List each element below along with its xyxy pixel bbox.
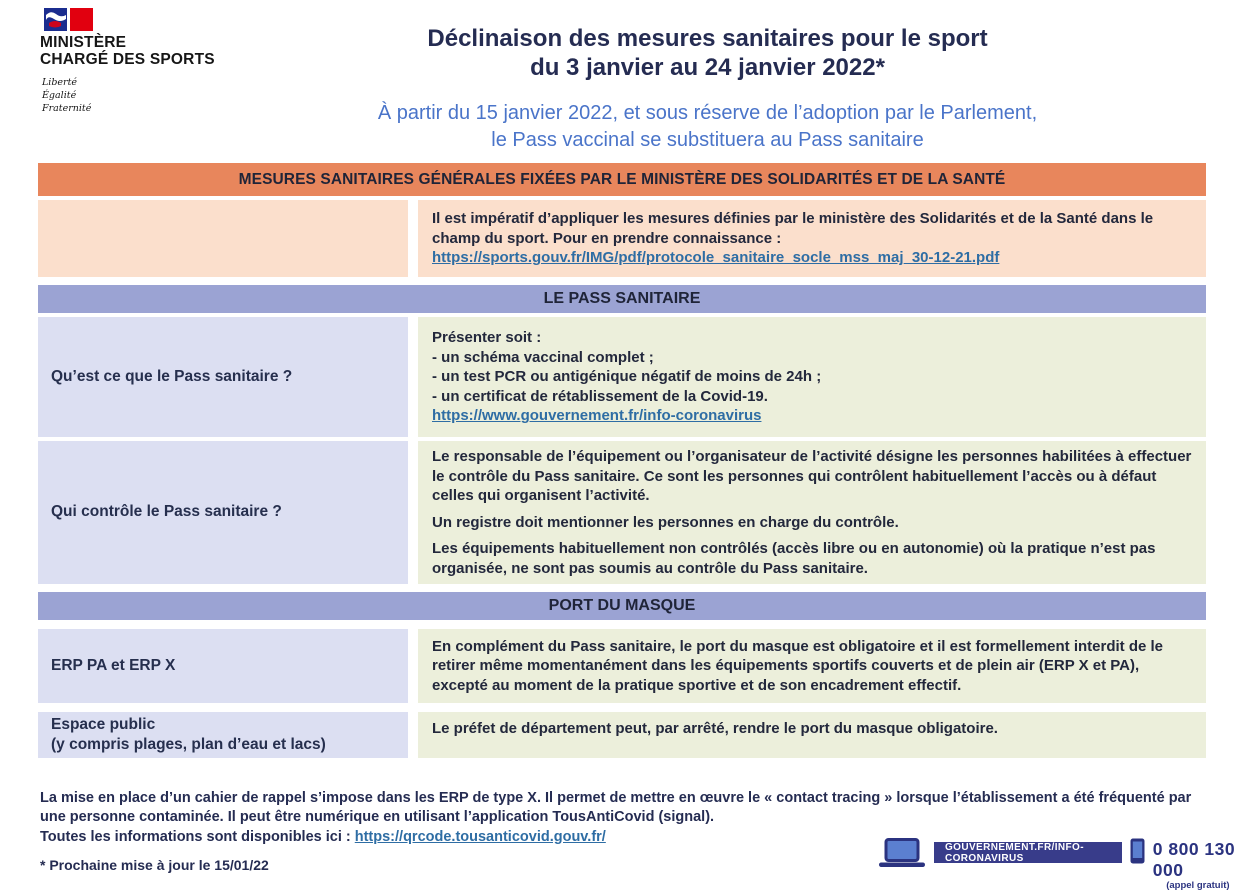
public-space-mask-content xyxy=(418,712,1206,758)
measures-table xyxy=(38,163,1206,758)
pass-control-paragraph-3: Les équipements habituellement non contrôlés (accès libre ou en autonomie) où la pratique n’est pas organisée, ne sont pas soumis au contrôle du Pass sanitaire. xyxy=(432,540,1156,577)
erp-mask-content xyxy=(418,629,1206,703)
public-space-mask-row xyxy=(38,712,1206,758)
gouvernement-info-banner[interactable]: GOUVERNEMENT.FR/INFO-CORONAVIRUS xyxy=(934,842,1122,863)
general-measures-text: Il est impératif d’appliquer les mesures définies par le ministère des Solidarités et de la Santé dans le champ du sport. Pour en prendre connaissance : xyxy=(432,210,1154,247)
pass-control-paragraph-2: Un registre doit mentionner les personnes en charge du contrôle. xyxy=(432,513,899,531)
erp-mask-row xyxy=(38,629,1206,703)
public-space-label-line1: Espace public xyxy=(51,715,156,733)
section-band-mesures-generales: MESURES SANITAIRES GÉNÉRALES FIXÉES PAR LE MINISTÈRE DES SOLIDARITÉS ET DE LA SANTÉ xyxy=(38,163,1206,196)
motto-egalite: Égalité xyxy=(42,90,77,102)
ministry-name-line2: CHARGÉ DES SPORTS xyxy=(40,51,215,69)
protocole-sanitaire-pdf-link[interactable]: https://sports.gouv.fr/IMG/pdf/protocole_sanitaire_socle_mss_maj_30-12-21.pdf xyxy=(432,249,1000,267)
general-measures-row xyxy=(38,200,1206,277)
pass-control-content xyxy=(418,441,1206,584)
next-update-note: * Prochaine mise à jour le 15/01/22 xyxy=(40,856,269,873)
laptop-icon xyxy=(878,838,926,868)
general-measures-empty-cell xyxy=(38,200,408,277)
pass-definition-line4: - un certificat de rétablissement de la Covid-19. xyxy=(432,387,768,405)
pass-definition-line1: Présenter soit : xyxy=(432,329,542,347)
page-subtitle xyxy=(230,100,1185,154)
pass-definition-line3: - un test PCR ou antigénique négatif de moins de 24h ; xyxy=(432,368,822,386)
phone-icon xyxy=(1130,838,1145,864)
page-title xyxy=(230,25,1185,83)
government-contact-strip xyxy=(878,838,1243,891)
pass-definition-content xyxy=(418,317,1206,437)
pass-control-label: Qui contrôle le Pass sanitaire ? xyxy=(38,441,408,584)
contact-tracing-note: La mise en place d’un cahier de rappel s’impose dans les ERP de type X. Il permet de mettre en œuvre le « contact tracing » lorsque l’établissement a été fréquenté par une personne contaminée. Il peut être numérique en utilisant l’application TousAntiCovid (signal). xyxy=(40,790,1192,826)
section-band-port-du-masque: PORT DU MASQUE xyxy=(38,592,1206,620)
page-subtitle-line1: À partir du 15 janvier 2022, et sous réserve de l’adoption par le Parlement, xyxy=(377,101,1038,124)
phone-free-call-note: (appel gratuit) xyxy=(1166,880,1230,891)
erp-mask-label: ERP PA et ERP X xyxy=(38,629,408,703)
ministry-name-line1: MINISTÈRE xyxy=(40,34,127,51)
page-subtitle-line2: le Pass vaccinal se substituera au Pass sanitaire xyxy=(491,128,924,151)
page-title-line1: Déclinaison des mesures sanitaires pour le sport xyxy=(427,25,988,52)
french-flag-marianne-icon xyxy=(44,8,94,31)
erp-mask-text: En complément du Pass sanitaire, le port du masque est obligatoire et il est formellement interdit de le retirer même momentanément dans les équipements sportifs couverts et de plein air (ERP X et PA), excepté au moment de la pratique sportive et de son encadrement effectif. xyxy=(432,637,1164,694)
ministry-motto xyxy=(42,76,260,116)
info-line-prefix: Toutes les informations sont disponibles ici : xyxy=(40,828,355,845)
ministry-name xyxy=(40,34,260,69)
info-coronavirus-link[interactable]: https://www.gouvernement.fr/info-coronavirus xyxy=(432,407,762,425)
phone-number-block xyxy=(1153,839,1243,891)
phone-number: 0 800 130 000 xyxy=(1152,839,1236,880)
ministry-logo xyxy=(40,8,260,116)
pass-definition-row xyxy=(38,317,1206,437)
motto-liberte: Liberté xyxy=(42,76,78,88)
page-title-line2: du 3 janvier au 24 janvier 2022* xyxy=(530,53,885,81)
public-space-mask-label xyxy=(38,712,408,758)
public-space-mask-text: Le préfet de département peut, par arrêté, rendre le port du masque obligatoire. xyxy=(432,720,998,737)
header-block xyxy=(230,25,1185,154)
section-band-pass-sanitaire: LE PASS SANITAIRE xyxy=(38,285,1206,313)
public-space-label-line2: (y compris plages, plan d’eau et lacs) xyxy=(51,736,326,753)
pass-control-row xyxy=(38,441,1206,584)
motto-fraternite: Fraternité xyxy=(42,103,92,115)
general-measures-content-cell xyxy=(418,200,1206,277)
pass-control-paragraph-1: Le responsable de l’équipement ou l’organisateur de l’activité désigne les personnes habilitées à effectuer le contrôle du Pass sanitaire. Ce sont les personnes qui contrôlent habituellement l’accès ou à défaut celles qui organisent l’activité. xyxy=(432,448,1192,504)
pass-definition-label: Qu’est ce que le Pass sanitaire ? xyxy=(38,317,408,437)
tousanticovid-qrcode-link[interactable]: https://qrcode.tousanticovid.gouv.fr/ xyxy=(354,828,606,845)
pass-definition-line2: - un schéma vaccinal complet ; xyxy=(432,348,654,366)
